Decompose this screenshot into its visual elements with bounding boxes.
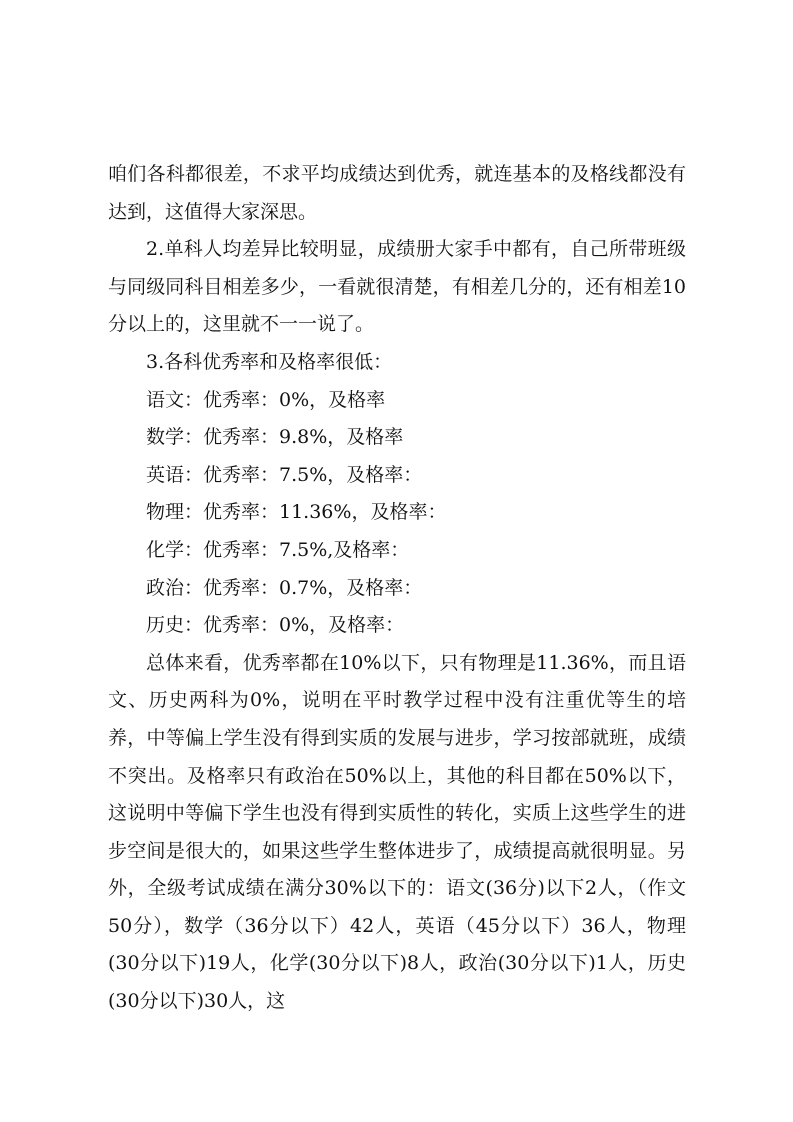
subject-line-history: 历史：优秀率：0%，及格率： [146,614,405,637]
subject-line-chinese: 语文：优秀率：0%，及格率 [146,388,386,411]
subject-line-math: 数学：优秀率：9.8%，及格率 [146,426,404,449]
subject-line-politics: 政治：优秀率：0.7%，及格率： [146,576,423,599]
paragraph-point-2: 2.单科人均差异比较明显，成绩册大家手中都有，自己所带班级与同级同科目相差多少，一看就很清楚，有相差几分的，还有相差10分以上的，这里就不一一说了。 [108,238,686,336]
subject-line-chemistry: 化学：优秀率：7.5%,及格率： [146,538,410,561]
paragraph-summary: 总体来看，优秀率都在10%以下，只有物理是11.36%，而且语文、历史两科为0%，说明在平时教学过程中没有注重优等生的培养，中等偏上学生没有得到实质的发展与进步，学习按部就班，成绩不突出。及格率只有政治在50%以上，其他的科目都在50%以下，这说明中等偏下学生也没有得到实质性的转化，实质上这些学生的进步空间是很大的，如果这些学生整体进步了，成绩提高就很明显。另外，全级考试成绩在满分30%以下的：语文(36分)以下2人，（作文50分），数学（36分以下）42人，英语（45分以下）36人，物理(30分以下)19人，化学(30分以下)8人，政治(30分以下)1人，历史(30分以下)30人，这 [108,651,686,1013]
paragraph-point-3: 3.各科优秀率和及格率很低： [146,350,393,373]
subject-line-english: 英语：优秀率：7.5%，及格率： [146,463,423,486]
document-body [108,156,686,1021]
paragraph-intro: 咱们各科都很差，不求平均成绩达到优秀，就连基本的及格线都没有达到，这值得大家深思。 [108,163,686,223]
subject-line-physics: 物理：优秀率：11.36%，及格率： [146,501,447,524]
